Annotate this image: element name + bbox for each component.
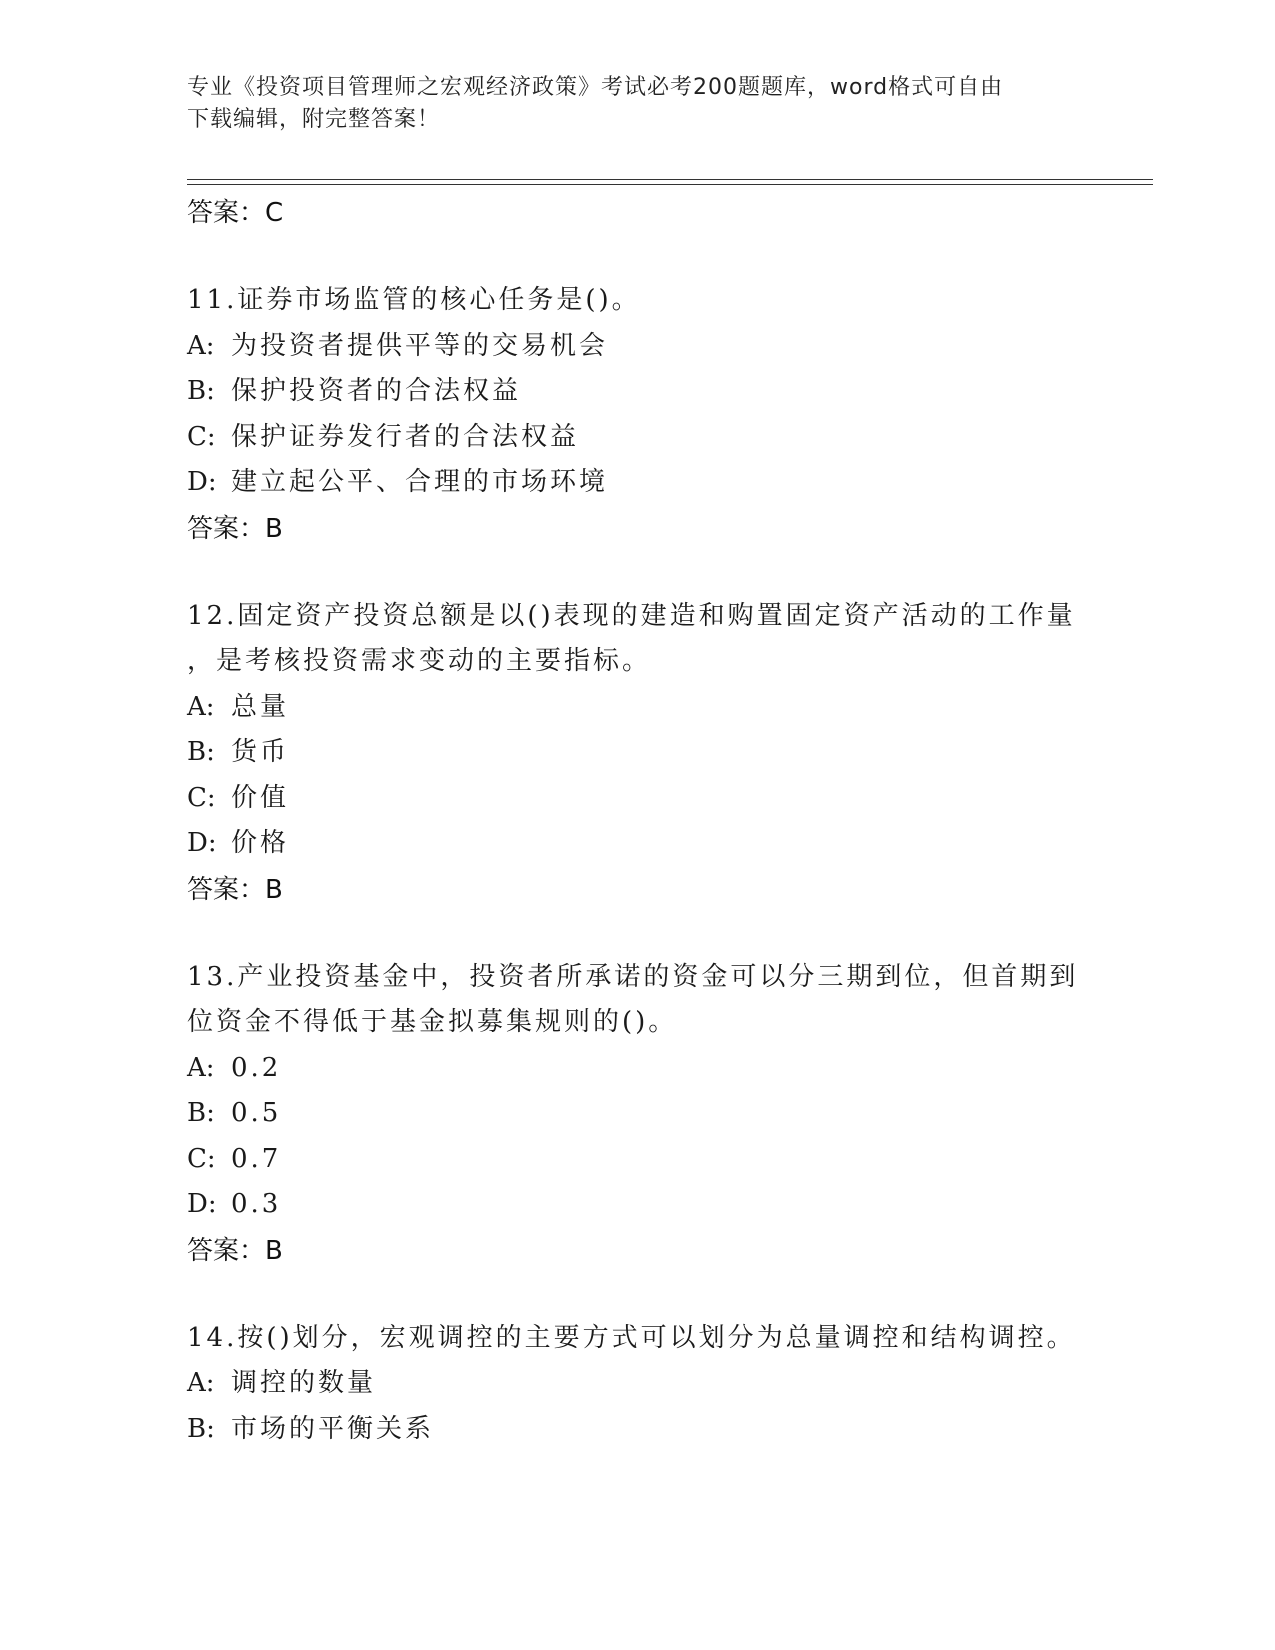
option-label: B:	[187, 1413, 215, 1444]
option-text: 0.2	[231, 1052, 282, 1083]
option-label: B:	[187, 1098, 215, 1128]
option-text: 0.7	[231, 1143, 282, 1174]
option-item	[187, 324, 1087, 370]
option-text: 调控的数量	[231, 1368, 377, 1398]
option-item	[187, 821, 1087, 867]
question-text: 13.产业投资基金中，投资者所承诺的资金可以分三期到位，但首期到	[187, 961, 1079, 992]
option-label: A:	[187, 1368, 215, 1398]
option-label: B:	[187, 737, 215, 767]
option-item	[187, 415, 1087, 461]
question-block	[187, 955, 1087, 1274]
option-text: 市场的平衡关系	[231, 1413, 435, 1444]
header-rule-bottom	[187, 184, 1153, 185]
option-label: D:	[187, 1189, 217, 1219]
option-text: 价格	[231, 828, 290, 858]
option-item	[187, 1137, 1087, 1183]
question-gap	[187, 913, 1087, 955]
option-label: C:	[187, 782, 216, 813]
question-block	[187, 1316, 1087, 1453]
option-item	[187, 685, 1087, 731]
option-label: B:	[187, 376, 215, 406]
option-label: A:	[187, 330, 215, 361]
option-text: 保护投资者的合法权益	[231, 376, 522, 406]
question-block	[187, 594, 1087, 913]
option-label: D:	[187, 828, 217, 858]
option-text: 货币	[231, 737, 290, 767]
option-text: 保护证券发行者的合法权益	[231, 421, 580, 452]
option-label: C:	[187, 1143, 216, 1174]
question-text: 12.固定资产投资总额是以()表现的建造和购置固定资产活动的工作量	[187, 600, 1076, 631]
option-text: 0.5	[231, 1098, 282, 1128]
question-text: 位资金不得低于基金拟募集规则的()。	[187, 1007, 678, 1037]
option-item	[187, 1407, 1087, 1453]
answer-line: 答案：C	[187, 198, 284, 228]
option-item	[187, 1091, 1087, 1137]
option-item	[187, 776, 1087, 822]
question-block	[187, 278, 1087, 552]
answer-line: 答案：B	[187, 513, 283, 544]
question-gap	[187, 236, 1087, 278]
option-text: 价值	[231, 782, 290, 813]
option-item	[187, 1361, 1087, 1407]
option-label: D:	[187, 467, 217, 497]
header-line-1: 专业《投资项目管理师之宏观经济政策》考试必考200题题库，word格式可自由	[187, 75, 1004, 100]
header-line-2: 下载编辑，附完整答案！	[187, 107, 441, 132]
option-label: A:	[187, 1052, 215, 1083]
question-gap	[187, 1274, 1087, 1316]
option-text: 建立起公平、合理的市场环境	[231, 467, 609, 497]
question-gap	[187, 552, 1087, 594]
option-label: A:	[187, 691, 215, 722]
option-item	[187, 460, 1087, 506]
question-text: 14.按()划分，宏观调控的主要方式可以划分为总量调控和结构调控。	[187, 1322, 1076, 1353]
option-text: 总量	[231, 691, 290, 722]
document-header	[187, 72, 1067, 136]
answer-line: 答案：B	[187, 1235, 283, 1266]
option-item	[187, 730, 1087, 776]
question-list	[187, 190, 1087, 1452]
header-rule-top	[187, 179, 1153, 180]
option-item	[187, 369, 1087, 415]
question-text: ，是考核投资需求变动的主要指标。	[187, 646, 652, 676]
option-label: C:	[187, 421, 216, 452]
option-item	[187, 1182, 1087, 1228]
question-text: 11.证券市场监管的核心任务是()。	[187, 285, 641, 315]
option-text: 为投资者提供平等的交易机会	[231, 330, 609, 361]
answer-line: 答案：B	[187, 874, 283, 905]
option-item	[187, 1046, 1087, 1092]
option-text: 0.3	[231, 1189, 282, 1219]
